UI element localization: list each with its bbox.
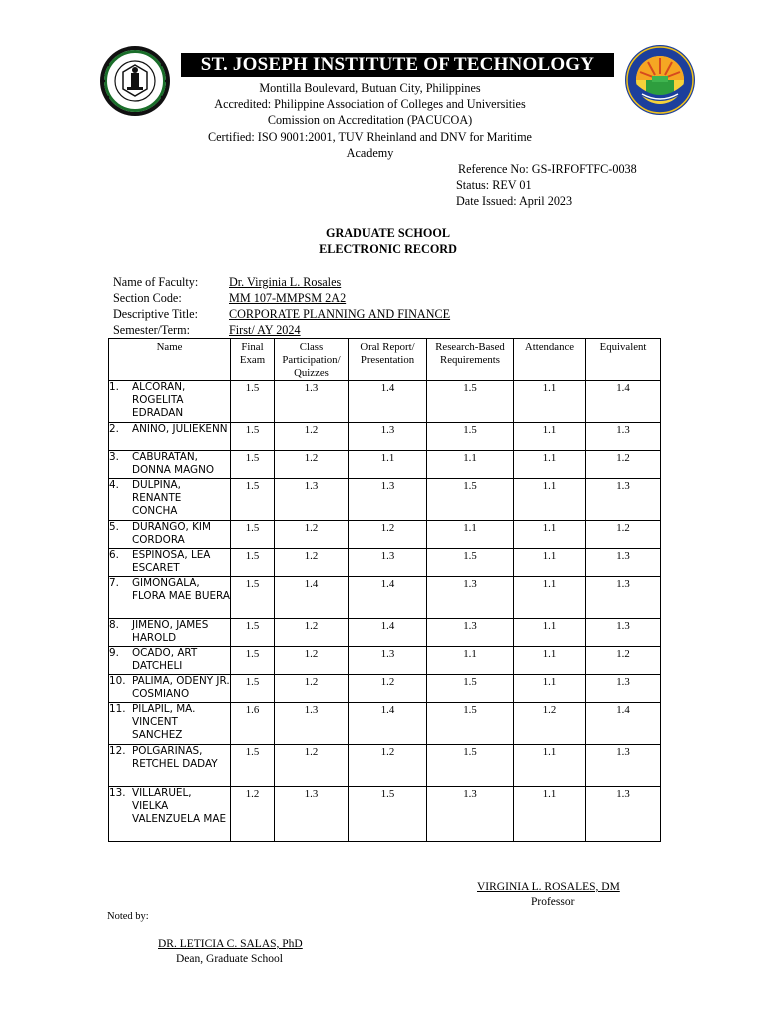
student-name-cell (109, 521, 231, 549)
grade-cell: 1.2 (349, 675, 427, 703)
grade-cell: 1.5 (427, 381, 514, 423)
table-row (109, 451, 661, 479)
grade-cell: 1.3 (275, 787, 349, 842)
row-number: 3. (109, 451, 119, 463)
grade-cell: 1.3 (586, 577, 661, 619)
grade-cell: 1.3 (427, 577, 514, 619)
row-number: 6. (109, 549, 119, 561)
grade-cell: 1.3 (586, 549, 661, 577)
student-name: POLGARINAS, RETCHEL DADAY (132, 745, 218, 771)
grade-cell: 1.1 (514, 549, 586, 577)
student-name-cell (109, 381, 231, 423)
grade-cell: 1.4 (275, 577, 349, 619)
student-name-cell (109, 675, 231, 703)
grade-cell: 1.1 (514, 675, 586, 703)
student-name-cell (109, 423, 231, 451)
grade-cell: 1.1 (514, 745, 586, 787)
professor-title: Professor (531, 896, 575, 908)
grade-cell: 1.2 (586, 647, 661, 675)
grade-cell: 1.3 (275, 703, 349, 745)
grade-cell: 1.3 (275, 381, 349, 423)
grade-cell: 1.4 (349, 619, 427, 647)
grade-cell: 1.3 (586, 423, 661, 451)
address-line-5: Academy (346, 146, 394, 160)
grade-cell: 1.5 (231, 479, 275, 521)
row-number: 2. (109, 423, 119, 435)
student-name: DURANGO, KIM CORDORA (132, 521, 211, 547)
student-name: OCADO, ART DATCHELI (132, 647, 198, 673)
grade-cell: 1.3 (586, 479, 661, 521)
grade-cell: 1.3 (349, 549, 427, 577)
grade-cell: 1.5 (231, 451, 275, 479)
column-header: Equivalent (586, 339, 661, 381)
table-row (109, 745, 661, 787)
grade-cell: 1.2 (514, 703, 586, 745)
student-name-cell (109, 619, 231, 647)
column-header: Final Exam (231, 339, 275, 381)
grade-cell: 1.5 (231, 577, 275, 619)
student-name: CABURATAN, DONNA MAGNO (132, 451, 215, 477)
student-name: ALCORAN, ROGELITA EDRADAN (132, 381, 186, 420)
row-number: 5. (109, 521, 119, 533)
grade-cell: 1.1 (514, 787, 586, 842)
table-row (109, 549, 661, 577)
professor-signature-name: VIRGINIA L. ROSALES, DM (477, 881, 620, 893)
student-name: ANINO, JULIEKENN (132, 423, 228, 435)
grade-cell: 1.5 (427, 703, 514, 745)
student-name-cell (109, 549, 231, 577)
grade-cell: 1.1 (349, 451, 427, 479)
row-number: 9. (109, 647, 119, 659)
table-row (109, 479, 661, 521)
grade-cell: 1.5 (427, 423, 514, 451)
grade-cell: 1.2 (586, 521, 661, 549)
grade-cell: 1.3 (586, 619, 661, 647)
student-name: GIMONGALA, FLORA MAE BUERA (132, 577, 230, 603)
grade-cell: 1.5 (231, 423, 275, 451)
grade-cell: 1.5 (231, 745, 275, 787)
grade-cell: 1.3 (275, 479, 349, 521)
grade-cell: 1.5 (427, 549, 514, 577)
table-row (109, 787, 661, 842)
student-name-cell (109, 577, 231, 619)
table-header-row (109, 339, 661, 381)
dean-title: Dean, Graduate School (176, 953, 283, 965)
student-name-cell (109, 479, 231, 521)
column-header: Class Participation/ Quizzes (275, 339, 349, 381)
institution-name: ST. JOSEPH INSTITUTE OF TECHNOLOGY (181, 53, 614, 77)
student-name: ESPINOSA, LEA ESCARET (132, 549, 211, 575)
grade-cell: 1.1 (514, 451, 586, 479)
grade-cell: 1.3 (349, 479, 427, 521)
column-header: Oral Report/ Presentation (349, 339, 427, 381)
noted-by-label: Noted by: (107, 911, 149, 922)
dean-signature-name: DR. LETICIA C. SALAS, PhD (158, 938, 303, 950)
row-number: 11. (109, 703, 126, 715)
document-title-line-2: ELECTRONIC RECORD (319, 242, 457, 256)
row-number: 7. (109, 577, 119, 589)
grade-cell: 1.2 (275, 675, 349, 703)
table-row (109, 521, 661, 549)
student-name: PALIMA, ODENY JR. COSMIANO (132, 675, 230, 701)
descriptive-title-value: CORPORATE PLANNING AND FINANCE (229, 307, 451, 321)
grade-cell: 1.3 (586, 675, 661, 703)
grade-cell: 1.3 (349, 647, 427, 675)
row-number: 12. (109, 745, 126, 757)
document-title-line-1: GRADUATE SCHOOL (325, 226, 451, 240)
table-row (109, 577, 661, 619)
row-number: 10. (109, 675, 126, 687)
grade-cell: 1.4 (586, 703, 661, 745)
date-issued: Date Issued: April 2023 (456, 194, 573, 208)
grade-cell: 1.2 (586, 451, 661, 479)
grade-cell: 1.3 (427, 787, 514, 842)
student-name: JIMENO, JAMES HAROLD (132, 619, 209, 645)
grade-cell: 1.2 (349, 521, 427, 549)
address-line-3: Comission on Accreditation (PACUCOA) (267, 113, 473, 127)
table-row (109, 423, 661, 451)
grade-cell: 1.3 (586, 787, 661, 842)
student-name-cell (109, 787, 231, 842)
grade-cell: 1.1 (514, 479, 586, 521)
grade-cell: 1.5 (231, 521, 275, 549)
address-line-4: Certified: ISO 9001:2001, TUV Rheinland and DNV for Maritime (208, 130, 532, 144)
descriptive-title-label: Descriptive Title: (113, 307, 198, 321)
school-seal-left-logo (99, 45, 171, 117)
grade-cell: 1.1 (514, 521, 586, 549)
column-header: Attendance (514, 339, 586, 381)
faculty-value: Dr. Virginia L. Rosales (229, 275, 342, 289)
grade-cell: 1.5 (427, 479, 514, 521)
grade-cell: 1.4 (349, 577, 427, 619)
grade-cell: 1.5 (427, 675, 514, 703)
grade-cell: 1.3 (586, 745, 661, 787)
grade-cell: 1.4 (349, 703, 427, 745)
row-number: 8. (109, 619, 119, 631)
grade-cell: 1.2 (275, 451, 349, 479)
grade-cell: 1.1 (514, 619, 586, 647)
student-name: VILLARUEL, VIELKA VALENZUELA MAE (132, 787, 227, 826)
student-name: PILAPIL, MA. VINCENT SANCHEZ (132, 703, 196, 742)
grade-cell: 1.1 (514, 423, 586, 451)
grade-cell: 1.5 (427, 745, 514, 787)
address-line-1: Montilla Boulevard, Butuan City, Philippines (259, 81, 481, 95)
grade-cell: 1.3 (427, 619, 514, 647)
faculty-label: Name of Faculty: (113, 275, 199, 289)
student-name-cell (109, 647, 231, 675)
table-row (109, 675, 661, 703)
grade-cell: 1.3 (349, 423, 427, 451)
grade-cell: 1.5 (231, 619, 275, 647)
grade-cell: 1.1 (427, 451, 514, 479)
student-name-cell (109, 745, 231, 787)
column-header: Research-Based Requirements (427, 339, 514, 381)
grade-cell: 1.1 (514, 381, 586, 423)
section-code-value: MM 107-MMPSM 2A2 (229, 291, 347, 305)
grade-cell: 1.4 (349, 381, 427, 423)
student-name: DULPINA, RENANTE CONCHA (132, 479, 182, 518)
grade-cell: 1.5 (231, 549, 275, 577)
grade-cell: 1.6 (231, 703, 275, 745)
semester-value: First/ AY 2024 (229, 323, 301, 337)
student-name-cell (109, 703, 231, 745)
grade-cell: 1.5 (349, 787, 427, 842)
grade-cell: 1.1 (427, 647, 514, 675)
student-name-cell (109, 451, 231, 479)
section-code-label: Section Code: (113, 291, 182, 305)
grade-cell: 1.2 (275, 521, 349, 549)
grade-cell: 1.2 (275, 549, 349, 577)
table-row (109, 703, 661, 745)
grade-cell: 1.1 (514, 647, 586, 675)
grade-cell: 1.5 (231, 647, 275, 675)
row-number: 13. (109, 787, 126, 799)
grade-cell: 1.1 (427, 521, 514, 549)
table-row (109, 647, 661, 675)
grade-cell: 1.5 (231, 381, 275, 423)
document-status: Status: REV 01 (456, 178, 532, 192)
grade-cell: 1.5 (231, 675, 275, 703)
table-row (109, 381, 661, 423)
column-header: Name (109, 339, 231, 381)
grade-cell: 1.2 (275, 619, 349, 647)
grade-cell: 1.2 (349, 745, 427, 787)
row-number: 4. (109, 479, 119, 491)
school-seal-right-logo (624, 44, 696, 116)
grade-cell: 1.2 (275, 745, 349, 787)
grade-cell: 1.2 (231, 787, 275, 842)
semester-label: Semester/Term: (113, 323, 190, 337)
grade-cell: 1.2 (275, 647, 349, 675)
table-row (109, 619, 661, 647)
grade-cell: 1.1 (514, 577, 586, 619)
grade-cell: 1.2 (275, 423, 349, 451)
reference-number: Reference No: GS-IRFOFTFC-0038 (458, 162, 637, 176)
address-line-2: Accredited: Philippine Association of Colleges and Universities (214, 97, 526, 111)
row-number: 1. (109, 381, 119, 393)
grade-cell: 1.4 (586, 381, 661, 423)
grades-table (108, 338, 661, 842)
